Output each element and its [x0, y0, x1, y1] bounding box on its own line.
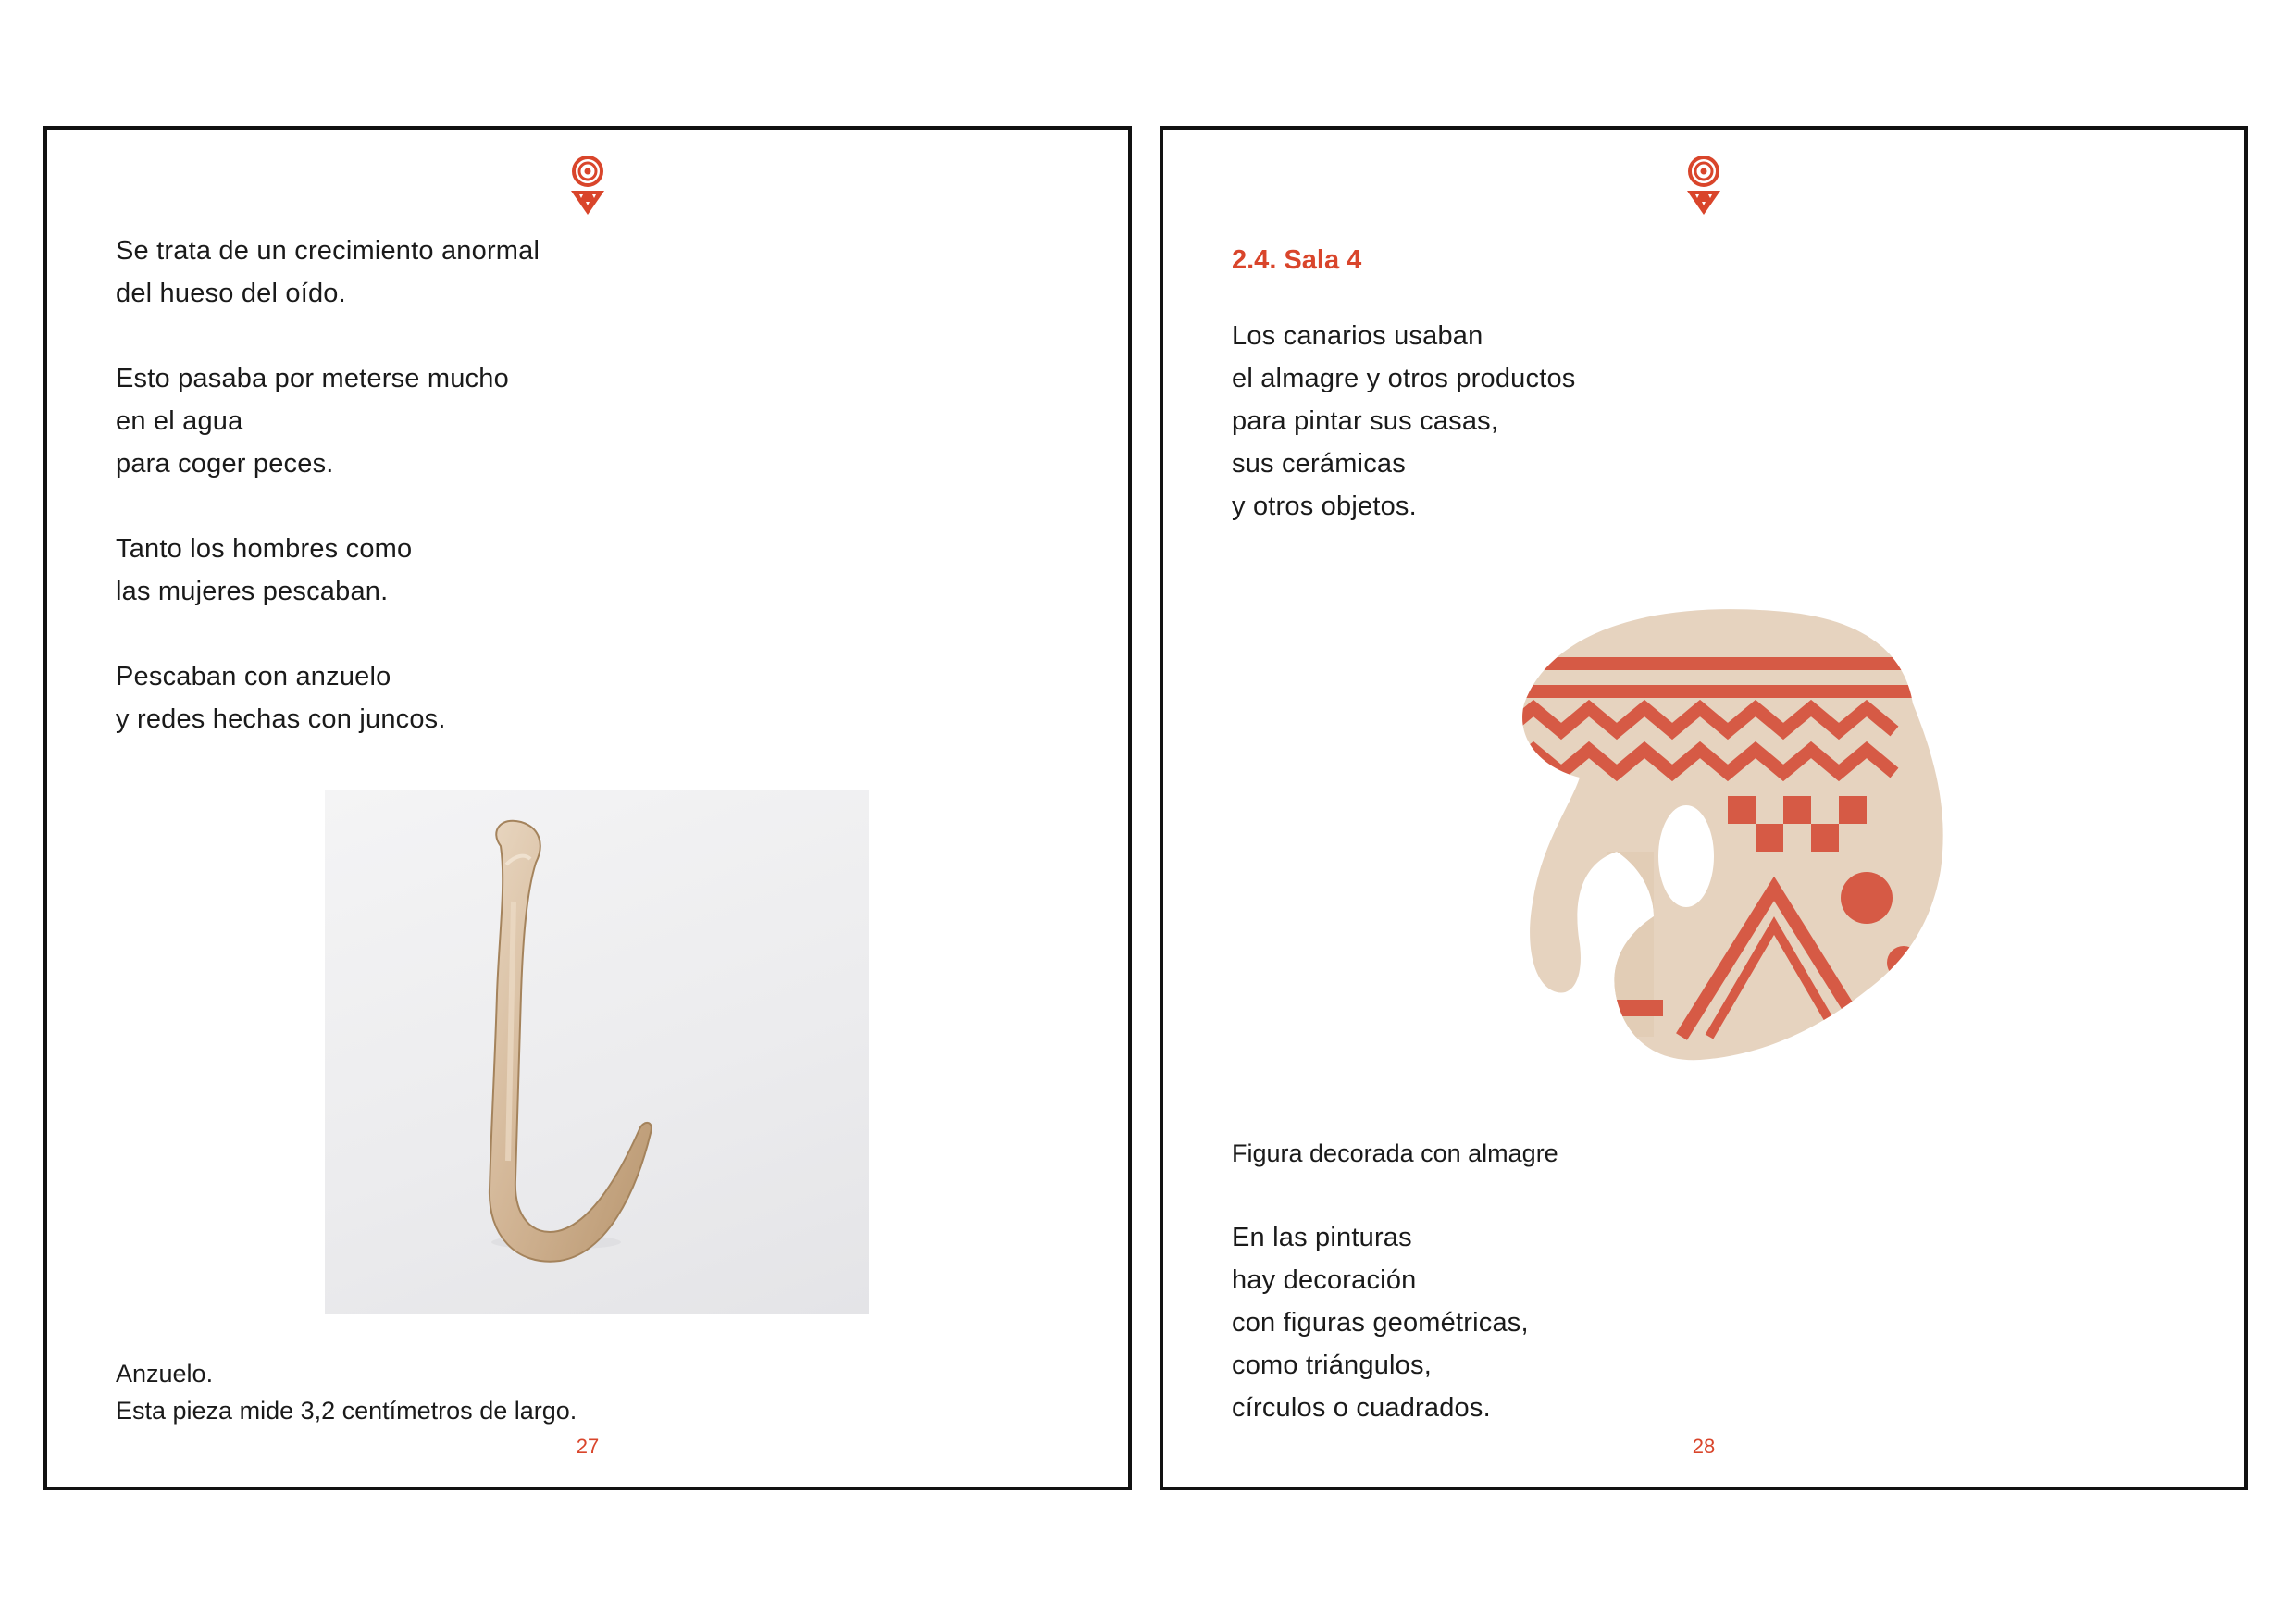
caption-description: Esta pieza mide 3,2 centímetros de largo.	[116, 1397, 577, 1425]
text-line: en el agua	[116, 406, 243, 436]
decorated-figure-photo	[1469, 592, 1987, 1111]
text-line: como triángulos,	[1232, 1350, 1432, 1380]
logo-icon	[1683, 156, 1724, 218]
text-line: y redes hechas con juncos.	[116, 704, 446, 734]
text-line: para pintar sus casas,	[1232, 406, 1499, 436]
text-line: Los canarios usaban	[1232, 321, 1483, 351]
text-line: En las pinturas	[1232, 1223, 1412, 1252]
text-line: del hueso del oído.	[116, 279, 346, 308]
caption-title: Anzuelo.	[116, 1360, 214, 1388]
page-left	[43, 126, 1132, 1490]
logo-icon	[567, 156, 608, 218]
text-line: círculos o cuadrados.	[1232, 1393, 1491, 1423]
photo-caption-left	[116, 1355, 577, 1429]
caption-title: Figura decorada con almagre	[1232, 1139, 1558, 1167]
text-line: y otros objetos.	[1232, 492, 1417, 521]
intro-text	[1232, 315, 1576, 528]
text-line: sus cerámicas	[1232, 449, 1406, 479]
section-title: 2.4. Sala 4	[1232, 245, 1362, 275]
text-line: para coger peces.	[116, 449, 334, 479]
text-line: hay decoración	[1232, 1265, 1417, 1295]
text-line: Se trata de un crecimiento anormal	[116, 236, 540, 266]
body-text-left	[116, 230, 540, 741]
body-text-right	[1232, 1216, 1529, 1429]
page-number: 28	[1692, 1435, 1716, 1458]
text-line: con figuras geométricas,	[1232, 1308, 1529, 1338]
page-right	[1160, 126, 2248, 1490]
text-line: Esto pasaba por meterse mucho	[116, 364, 509, 393]
text-line: las mujeres pescaban.	[116, 577, 389, 606]
page-number: 27	[576, 1435, 600, 1458]
text-line: Tanto los hombres como	[116, 534, 413, 564]
photo-caption-right	[1232, 1135, 1558, 1172]
fishhook-photo	[325, 790, 869, 1314]
text-line: Pescaban con anzuelo	[116, 662, 391, 691]
text-line: el almagre y otros productos	[1232, 364, 1576, 393]
